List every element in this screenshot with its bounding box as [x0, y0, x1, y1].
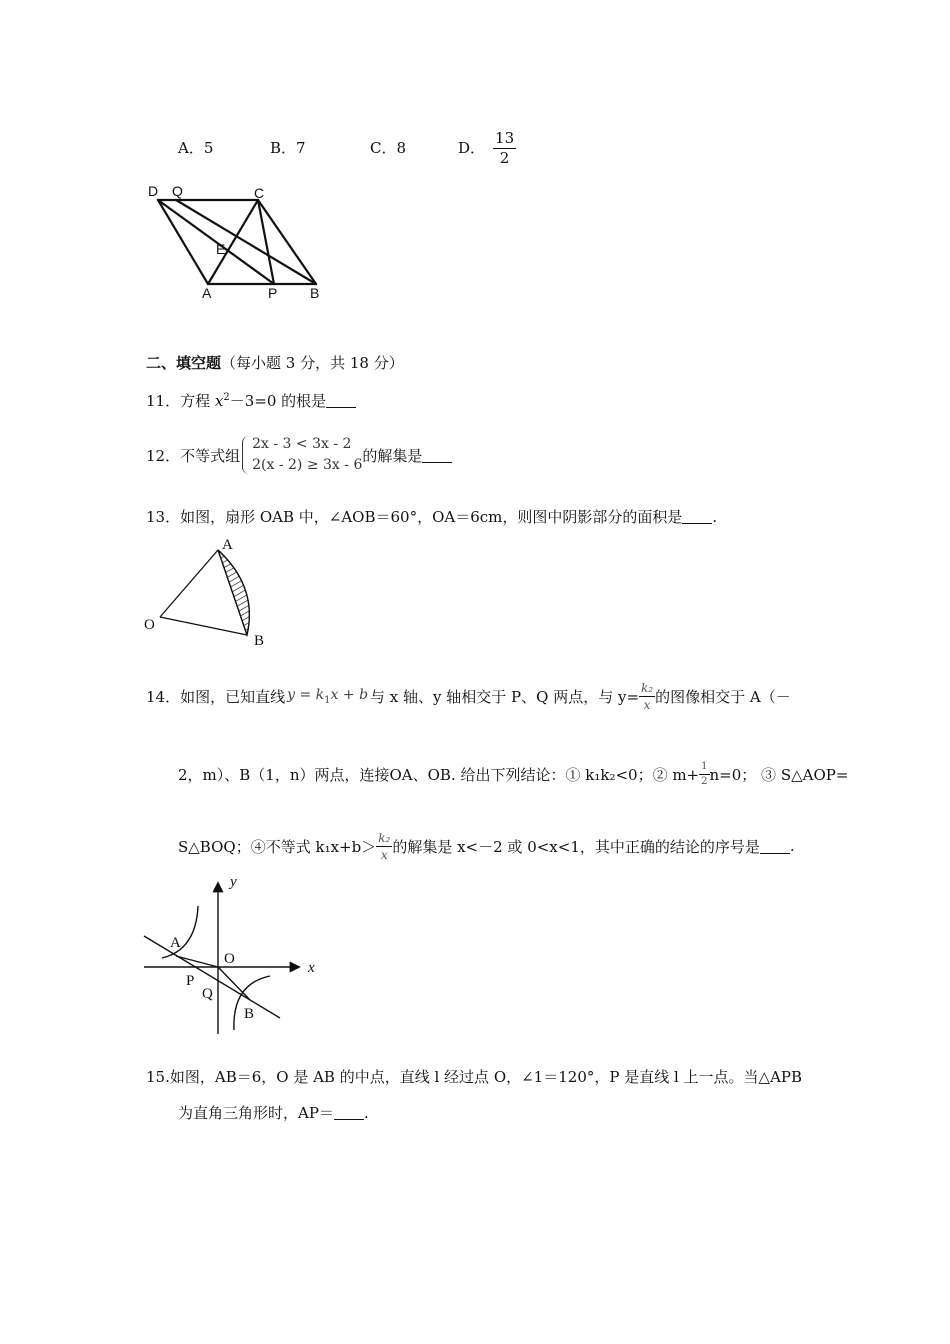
option-d-fraction: $\frac{13}{2}$ — [495, 128, 515, 167]
label-a: A — [202, 285, 212, 301]
answer-blank[interactable] — [682, 509, 712, 524]
label-a: A — [222, 537, 233, 553]
radius-oa — [160, 550, 218, 617]
question-14-line-2: 2，m）、B（1，n）两点，连接OA、OB. 给出下列结论：① k₁k₂<0；② m+ $\frac{1}{2}$ n=0； ③ S△AOP= — [178, 760, 849, 787]
straight-line — [144, 936, 280, 1018]
question-15-line-1: 15.如图，AB＝6，O 是 AB 的中点，直线 l 经过点 O，∠1＝120°，P 是直线 l 上一点。当△APB — [146, 1068, 803, 1086]
segment-oa — [176, 956, 218, 967]
question-14-line-3: S△BOQ；④不等式 k₁x+b＞ $\frac{\text{k₂}}{x}$ 的解集是 x<－2 或 0<x<1，其中正确的结论的序号是 . — [178, 830, 795, 862]
question-12: 12． 不等式组 2x - 3 < 3x - 2 2(x - 2) ≥ 3x - 6 的解集是 — [146, 430, 452, 480]
label-b: B — [254, 633, 265, 649]
figure-coordinate-graph — [138, 872, 328, 1037]
fraction-k2-over-x-2: $\frac{\text{k₂}}{x}$ — [378, 830, 391, 862]
option-c: C．8 — [370, 139, 407, 157]
label-a: A — [170, 935, 181, 951]
section-title — [146, 352, 404, 374]
fraction-k2-over-x: $\frac{\text{k₂}}{x}$ — [641, 680, 654, 712]
inequality-system — [240, 434, 362, 476]
option-d: D． $\frac{13}{2}$ — [458, 128, 515, 167]
label-p: P — [186, 973, 195, 989]
question-15-line-2: 为直角三角形时，AP＝ . — [178, 1104, 369, 1122]
section-title-note: （每小题 3 分，共 18 分） — [221, 354, 404, 372]
label-b: B — [310, 285, 320, 301]
label-o: O — [144, 617, 155, 633]
radius-ob — [160, 617, 247, 635]
label-q: Q — [202, 986, 213, 1002]
label-p: P — [268, 285, 278, 301]
label-o: O — [224, 951, 235, 967]
label-b: B — [244, 1006, 255, 1022]
line-qb — [176, 200, 316, 284]
label-c: C — [254, 185, 265, 201]
inequality-line-1: 2x - 3 < 3x - 2 — [252, 436, 352, 452]
answer-blank[interactable] — [422, 448, 452, 463]
label-y: y — [230, 874, 237, 890]
side-ad — [158, 200, 208, 284]
line-equation: $y = k_1x + b$ — [287, 686, 369, 706]
answer-blank[interactable] — [760, 839, 790, 854]
label-q: Q — [172, 183, 183, 199]
label-d: D — [148, 183, 159, 199]
question-14-line-1: 14． 如图，已知直线 $y = k_1x + b$ 与 x 轴、y 轴相交于 P、Q 两点，与 y= $\frac{\text{k₂}}{x}$ 的图像相交于 A（－ — [146, 680, 791, 712]
figure-sector — [140, 535, 280, 650]
fraction-one-half: $\frac{1}{2}$ — [701, 760, 708, 787]
question-13: 13．如图，扇形 OAB 中，∠AOB＝60°，OA＝6cm，则图中阴影部分的面积是 . — [146, 508, 718, 526]
option-a: A．5 — [178, 139, 214, 157]
option-b: B．7 — [270, 139, 306, 157]
section-title-main: 二、填空题 — [146, 354, 222, 372]
answer-blank[interactable] — [326, 393, 356, 408]
answer-blank[interactable] — [334, 1105, 364, 1120]
inequality-line-2: 2(x - 2) ≥ 3x - 6 — [252, 457, 363, 473]
question-11: 11．方程 $x^2-3=0$ 的根是 — [146, 387, 356, 412]
label-x: x — [308, 960, 315, 976]
figure-parallelogram — [140, 180, 340, 305]
label-e: E — [216, 241, 226, 257]
